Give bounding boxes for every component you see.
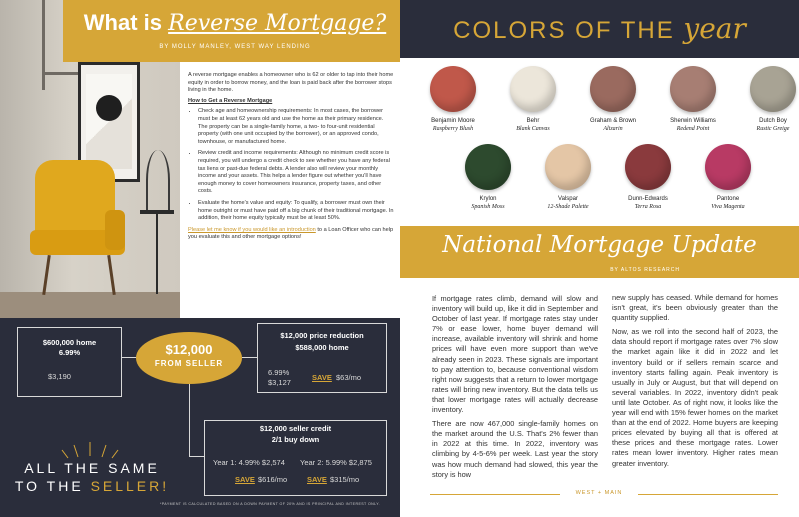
paragraph: There are now 467,000 single-family homes on the market around the U.S. That's 2% fewer than in 2022 at this time. In 2022, inventory was climbing by 4-5-6% per week. Last year the story was how much demand had slowed, this year the story is how [432, 419, 598, 479]
color-swatch [590, 66, 636, 112]
swatch-color-name: Viva Magenta [711, 204, 745, 210]
swatch-brand: Sherwin Williams [670, 118, 716, 124]
year-1-savings: $616/mo [258, 475, 288, 484]
lamp-arm [42, 72, 82, 75]
requirements-list [188, 108, 394, 222]
connector-line [189, 456, 204, 457]
colors-of-year-title [400, 12, 799, 45]
all-the-same-line1: ALL THE SAME [24, 460, 160, 476]
wall-art-circle [96, 95, 122, 121]
floor [0, 292, 180, 318]
all-the-same-line2 [12, 478, 172, 494]
seller-credit-title: $12,000 seller credit [259, 424, 332, 433]
home-rate: 6.99% [58, 348, 81, 357]
color-swatch [510, 66, 556, 112]
savings-amount: $63/mo [336, 373, 362, 382]
mortgage-update-byline: BY ALTOS RESEARCH [610, 267, 680, 273]
introduction-link[interactable]: Please let me know if you would like an introduction [188, 226, 316, 233]
seller-credit-amount: $12,000 [165, 342, 213, 357]
article-column-2 [612, 293, 778, 473]
buy-down-label: 2/1 buy down [271, 435, 320, 444]
swatch-brand: Valspar [558, 196, 578, 202]
reverse-mortgage-byline: BY MOLLY MANLEY, WEST WAY LENDING [159, 44, 311, 50]
sparkle-rays-icon [60, 440, 120, 460]
seller-credit-oval [136, 332, 242, 384]
title-script: Reverse Mortgage? [168, 11, 387, 36]
same-prefix: TO THE [14, 478, 91, 494]
title-script: year [683, 12, 746, 45]
save-label: SAVE [307, 475, 327, 484]
swatch-brand: Benjamin Moore [431, 118, 475, 124]
home-payment: $3,190 [48, 372, 71, 381]
save-label: SAVE [235, 475, 255, 484]
year-1-payment: Year 1: 4.99% $2,574 [213, 458, 285, 467]
footer-brand: WEST + MAIN [575, 490, 623, 496]
paragraph: If mortgage rates climb, demand will slow and inventory will build up, like it did in September and October of last year. If mortgage rates stay under 7% or ease lower, home buyer demand will increase, available inventory will shrink and home prices will have even more support than we've already seen in 2023. These signals are important to pay attention to, because conventional wisdom right now suggests that a return to lower mortgage rates will bring new inventory. But the data tells us that lower mortgage rates will actually decrease inventory. [432, 294, 598, 415]
year-2-savings: $315/mo [330, 475, 360, 484]
footer-divider [638, 494, 778, 495]
save-label: SAVE [312, 373, 332, 382]
swatch-color-name: Spanish Moss [471, 204, 505, 210]
swatch-color-name: Redend Point [676, 126, 710, 132]
price-reduction-title: $12,000 price reduction [280, 331, 364, 340]
color-swatch [670, 66, 716, 112]
footer-divider [430, 494, 560, 495]
year-2-payment: Year 2: 5.99% $2,875 [300, 458, 372, 467]
price-reduction-payment: $3,127 [268, 378, 291, 387]
chair-arm [105, 210, 125, 250]
cta-text: to a Loan Officer who can help you evaluate this and other mortgage options! [188, 226, 394, 241]
color-swatch [465, 144, 511, 190]
chair-leg [42, 255, 51, 295]
same-seller: SELLER! [90, 478, 170, 494]
swatch-brand: Dutch Boy [759, 118, 787, 124]
wall-art [86, 74, 132, 169]
swatch-color-name: Blank Canvas [516, 126, 550, 132]
article-cta [188, 227, 394, 242]
reverse-mortgage-title [80, 10, 390, 36]
article-subheading: How to Get a Reverse Mortgage [188, 97, 273, 104]
swatch-color-name: Alizarin [603, 126, 623, 132]
swatch-color-name: Rustic Greige [756, 126, 790, 132]
article-intro: A reverse mortgage enables a homeowner who is 62 or older to tap into their home equity in order to borrow money, and the loan is paid back after the borrower stops living in the home. [188, 72, 394, 94]
color-swatch [545, 144, 591, 190]
connector-line [189, 384, 190, 456]
payment-footnote: *PAYMENT IS CALCULATED BASED ON A DOWN PAYMENT OF 20% AND IS PRINCIPAL AND INTEREST ONLY. [159, 502, 381, 506]
swatch-brand: Pantone [716, 196, 740, 202]
swatch-brand: Krylon [479, 196, 497, 202]
swatch-color-name: 12-Shade Palette [547, 204, 589, 210]
plant [146, 150, 170, 210]
paragraph: new supply has ceased. While demand for homes isn't great, it's been obviously greater than the quantity supplied. [612, 293, 778, 323]
side-table-leg [156, 214, 158, 294]
reverse-mortgage-article [188, 72, 394, 245]
swatch-color-name: Raspberry Blush [432, 126, 474, 132]
title-prefix: COLORS OF THE [453, 17, 675, 44]
color-swatch [750, 66, 796, 112]
swatch-brand: Behr [526, 118, 540, 124]
swatch-brand: Graham & Brown [589, 118, 637, 124]
title-prefix: What is [83, 10, 163, 35]
price-reduction-rate: 6.99% [268, 368, 290, 377]
color-swatch [625, 144, 671, 190]
price-reduction-home: $588,000 home [295, 343, 349, 352]
list-item: • Check age and homeownership requirements: In most cases, the borrower must be at least 62 years old and use the home as their primary residence. The property can be a single-family home, a two- to four-unit residential property (with one unit occupied by the borrower), or an approved condo, townhouse, or manufactured home. [198, 108, 394, 146]
color-swatch [430, 66, 476, 112]
swatch-color-name: Terra Rosa [634, 204, 662, 210]
paragraph: Now, as we roll into the second half of 2023, the data should report if mortgage rates over 7% slow the market again like it did in 2022 and let inventory build or if sellers remain scarce and inventory starts falling again. Peak inventory is usually in July or August, but that will depend on several variables. In 2022, inventory didn't peak until late October. As of right now, it looks like the year will end with 15% fewer homes on the market than at the end of 2022. Home buyers are keeping prices elevated by buying all that is offered at these prices and these mortgage rates. Lower rates mean lower inventory. Higher rates mean greater inventory. [612, 327, 778, 468]
swatch-brand: Dunn-Edwards [628, 196, 668, 202]
home-price-label: $600,000 home [42, 338, 97, 347]
seller-credit-label: FROM SELLER [154, 359, 224, 368]
list-item: • Review credit and income requirements: Although no minimum credit score is required, you will undergo a credit check to see whether you have any federal tax liens or past-due federal debts. A lender also will review your monthly income and your assets. This helps a lender figure out whether you'll have enough money to cover homeowners insurance, property taxes, and other costs. [198, 150, 394, 196]
mortgage-update-title: National Mortgage Update [442, 232, 757, 258]
color-swatch [705, 144, 751, 190]
article-column-1 [432, 294, 598, 484]
list-item: • Evaluate the home's value and equity: To qualify, a borrower must own their home outright or must have paid off a big chunk of their traditional mortgage. In addition, their home equity typically must be at least 50%. [198, 200, 394, 223]
connector-line [242, 357, 257, 358]
chair-leg [107, 255, 116, 295]
floor-lamp [42, 0, 45, 90]
